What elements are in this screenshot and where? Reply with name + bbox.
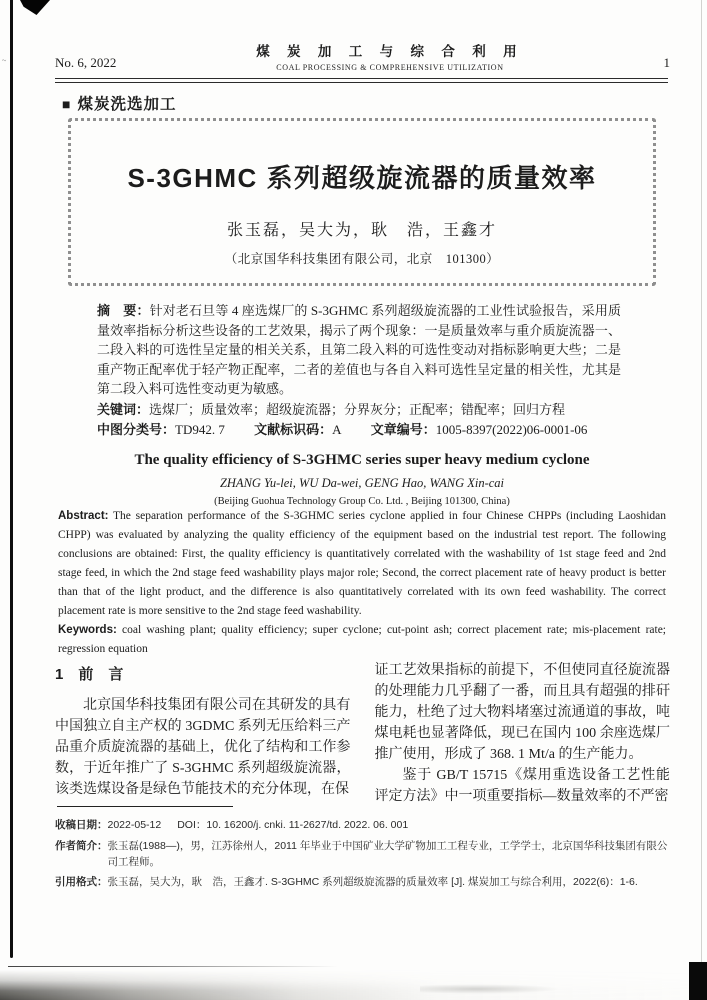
abstract-cn-block bbox=[97, 300, 621, 440]
abstract-cn-text: 针对老石旦等 4 座选煤厂的 S-3GHMC 系列超级旋流器的工业性试验报告，采用质量效率指标分析这些设备的工艺效果，揭示了两个现象：一是质量效率与重介质旋流器一、二段入料的可选性呈定量的相关关系，且第二段入料的可选性变动对指标影响更大些；二是重产物正配率优于轻产物正配率，二者的差值也与各自入料可选性呈定量的相关性，尤其是第二段入料可选性变动更为敏感。 bbox=[97, 303, 621, 396]
doc-code-label: 文献标识码： bbox=[254, 422, 333, 437]
body-right-column bbox=[375, 660, 671, 807]
affiliation-cn: （北京国华科技集团有限公司，北京 101300） bbox=[224, 252, 500, 266]
authors-en: ZHANG Yu-lei, WU Da-wei, GENG Hao, WANG Xin-cai bbox=[219, 476, 505, 490]
intro-heading: 1 前 言 bbox=[55, 666, 124, 683]
affiliation-en: (Beijing Guohua Technology Group Co. Ltd. , Beijing 101300, China) bbox=[214, 496, 510, 507]
article-id-label: 文章编号： bbox=[370, 422, 436, 437]
keywords-en-text: coal washing plant; quality efficiency; super cyclone; cut-point ash; correct placement rate; mis-placement rate; regression equation bbox=[58, 624, 666, 655]
issue-number: No. 6, 2022 bbox=[55, 55, 117, 70]
keywords-cn-text: 选煤厂；质量效率；超级旋流器；分界灰分；正配率；错配率；回归方程 bbox=[149, 401, 566, 417]
body-left-column bbox=[55, 660, 351, 807]
citation-text: 张玉磊，吴大为，耿 浩，王鑫才. S-3GHMC 系列超级旋流器的质量效率 [J]. 煤炭加工与综合利用，2022(6)：1-6. bbox=[107, 876, 638, 888]
header-double-rule bbox=[55, 78, 668, 83]
classification-row bbox=[97, 420, 621, 440]
section-label: 煤炭洗选加工 bbox=[77, 96, 177, 113]
bio-text: 张玉磊(1988—)，男，江苏徐州人，2011 年毕业于中国矿业大学矿物加工工程专业，工学学士，北京国华科技集团有限公司工程师。 bbox=[107, 840, 668, 868]
keywords-cn-label: 关键词： bbox=[97, 401, 150, 417]
keywords-en-row bbox=[58, 621, 666, 659]
keywords-en-label: Keywords: bbox=[58, 624, 117, 636]
article-id-pair bbox=[371, 422, 588, 437]
author-bio-row bbox=[55, 838, 673, 870]
journal-title-cn: 煤 炭 加 工 与 综 合 利 用 bbox=[256, 44, 524, 59]
authors-cn: 张玉磊，吴大为，耿 浩，王鑫才 bbox=[226, 222, 497, 239]
article-id-value: 1005-8397(2022)06-0001-06 bbox=[435, 422, 588, 437]
clc-label: 中图分类号： bbox=[97, 422, 176, 437]
doc-code-pair bbox=[254, 422, 341, 437]
clc-value: TD942. 7 bbox=[175, 422, 225, 437]
scan-spine-line bbox=[10, 0, 13, 958]
journal-title-en: COAL PROCESSING & COMPREHENSIVE UTILIZATION bbox=[276, 63, 504, 72]
scan-bottom-crease-line bbox=[8, 966, 338, 967]
article-title-cn: S-3GHMC 系列超级旋流器的质量效率 bbox=[127, 163, 597, 193]
scan-bottom-shadow bbox=[0, 970, 707, 1000]
doc-code-value: A bbox=[332, 422, 342, 437]
journal-masthead bbox=[256, 40, 524, 72]
section-square-icon: ■ bbox=[62, 96, 72, 112]
citation-label: 引用格式： bbox=[55, 876, 108, 888]
abstract-cn-paragraph bbox=[97, 301, 621, 399]
page-number: 1 bbox=[663, 55, 670, 70]
clc-pair bbox=[97, 422, 225, 437]
scan-bottom-smudge bbox=[420, 984, 560, 994]
citation-row bbox=[55, 875, 673, 890]
body-columns bbox=[55, 660, 670, 807]
doi-label: DOI： bbox=[177, 819, 207, 831]
abstract-en-label: Abstract: bbox=[58, 510, 109, 522]
received-date: 2022-05-12 bbox=[107, 819, 162, 831]
intro-paragraph-right-second: 鉴于 GB/T 15715《煤用重选设备工艺性能评定方法》中一项重要指标—数量效率的不严密 bbox=[374, 768, 670, 804]
section-tag bbox=[62, 92, 176, 114]
scan-bottom-right-artifact bbox=[689, 962, 707, 1000]
scan-corner-artifact bbox=[20, 0, 50, 15]
english-block bbox=[58, 452, 666, 659]
footnote-block bbox=[55, 818, 673, 895]
title-box bbox=[68, 118, 656, 286]
scan-edge-mark: ~ bbox=[1, 55, 7, 66]
abstract-en-paragraph bbox=[58, 507, 666, 621]
scan-page-edge-line bbox=[701, 0, 702, 1000]
bio-label: 作者简介： bbox=[55, 840, 108, 852]
intro-paragraph-left: 北京国华科技集团有限公司在其研发的具有中国独立自主产权的 3GDMC 系列无压给料三产品重介质旋流器的基础上，优化了结构和工作参数，于近年推广了 S-3GHMC 系列超级旋流器，该类选煤设备是绿色节能技术的充分体现，在保 bbox=[55, 698, 351, 797]
received-label: 收稿日期： bbox=[55, 819, 108, 831]
footnote-rule bbox=[57, 806, 233, 807]
received-doi-row bbox=[55, 818, 673, 833]
journal-header bbox=[55, 40, 670, 72]
article-title-en: The quality efficiency of S-3GHMC series super heavy medium cyclone bbox=[134, 452, 590, 468]
abstract-en-text: The separation performance of the S-3GHMC series cyclone applied in four Chinese CHPPs (including Laoshidan CHPP) was evaluated by analyzing the quality efficiency of the equipment based on the industrial test report. The following conclusions are obtained: First, the quality efficiency is quantitatively correlated with the washability of 1st stage feed and 2nd stage feed, in which the 2nd stage feed washability plays major role; Second, the correct placement rate of heavy product is better than that of the light product, and the difference is also quantitatively correlated with its own feed washability. The correct placement rate is more sensitive to the 2nd stage feed washability. bbox=[58, 510, 666, 617]
doi-value: 10. 16200/j. cnki. 11-2627/td. 2022. 06. 001 bbox=[206, 819, 409, 831]
abstract-cn-label: 摘 要： bbox=[97, 303, 150, 318]
intro-paragraph-right-continued: 证工艺效果指标的前提下，不但使同直径旋流器的处理能力几乎翻了一番，而且具有超强的排矸能力，杜绝了过大物料堵塞过流通道的事故，吨煤电耗也显著降低，现已在国内 100 余座选煤厂推广使用，形成了 368. 1 Mt/a 的生产能力。 bbox=[374, 663, 670, 762]
keywords-cn-row bbox=[97, 400, 621, 420]
